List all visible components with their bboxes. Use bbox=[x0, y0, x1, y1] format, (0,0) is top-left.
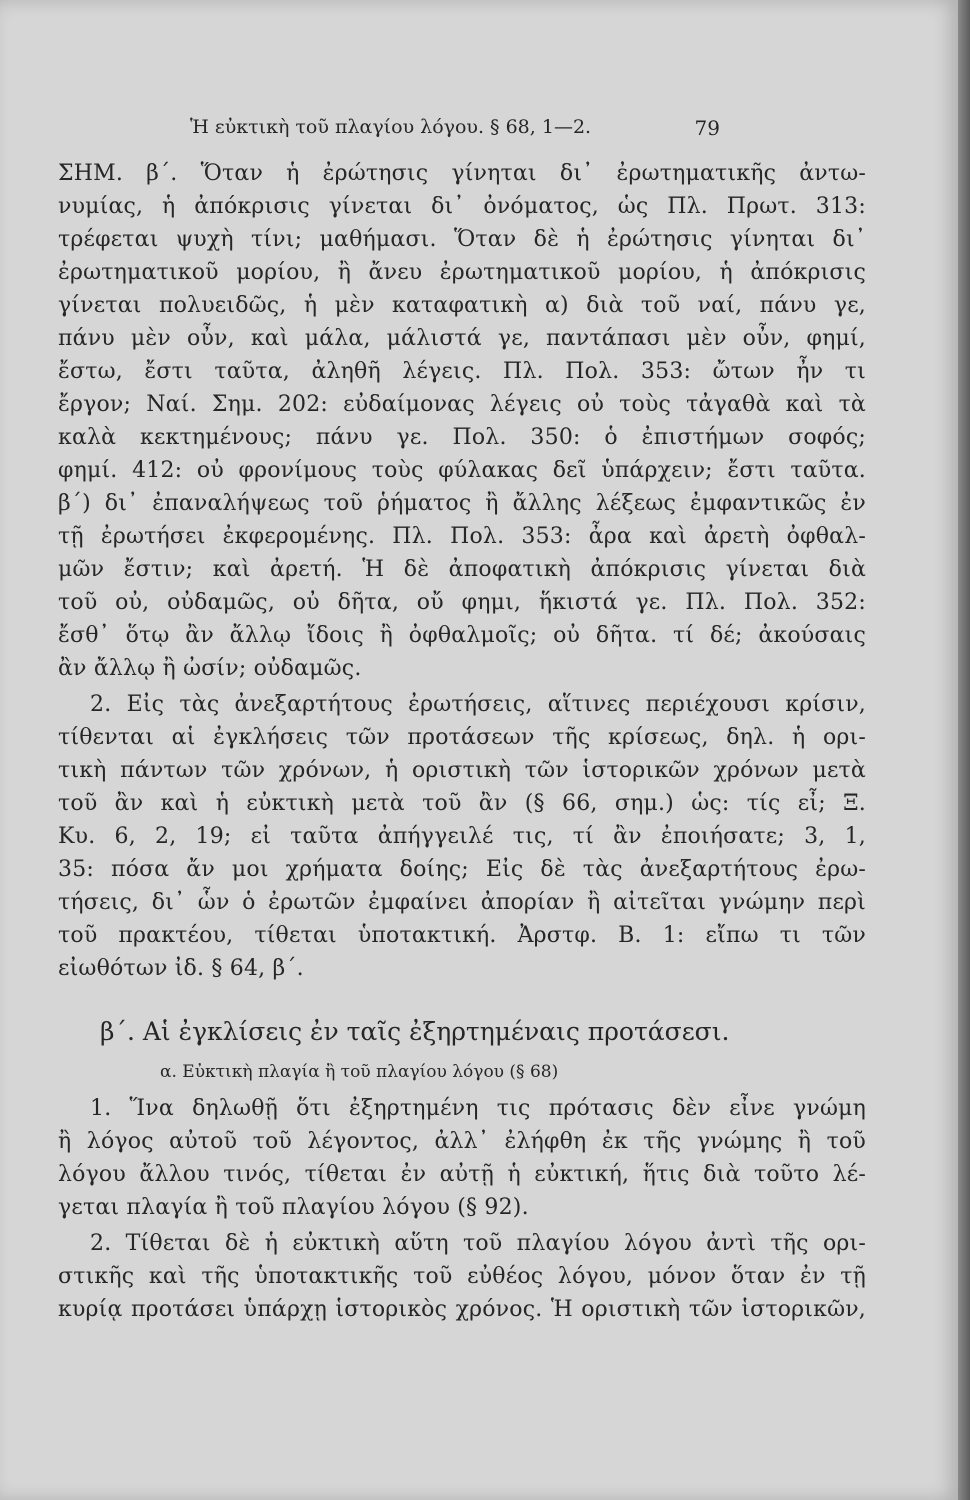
text-line: τρέφεται ψυχὴ τίνι; μαθήμασι. Ὅταν δὲ ἡ ἐρώτησις γίνηται δι᾽ bbox=[58, 227, 866, 252]
text-line: τοῦ οὐ, οὐδαμῶς, οὐ δῆτα, οὔ φημι, ἥκιστά γε. Πλ. Πολ. 352: bbox=[58, 590, 866, 615]
text-line: τῇ ἐρωτήσει ἐκφερομένης. Πλ. Πολ. 353: ἆρα καὶ ἀρετὴ ὀφθαλ- bbox=[58, 524, 866, 549]
text-line: μῶν ἔστιν; καὶ ἀρετή. Ἡ δὲ ἀποφατικὴ ἀπόκρισις γίνεται διὰ bbox=[58, 557, 866, 582]
text-line: τοῦ πρακτέου, τίθεται ὑποτακτική. Ἀρστφ. Β. 1: εἴπω τι τῶν bbox=[58, 923, 866, 948]
text-line: 2. Εἰς τὰς ἀνεξαρτήτους ἐρωτήσεις, αἵτινες περιέχουσι κρίσιν, bbox=[90, 692, 866, 717]
text-line: ἢ λόγος αὐτοῦ τοῦ λέγοντος, ἀλλ᾽ ἐλήφθη ἐκ τῆς γνώμης ἢ τοῦ bbox=[58, 1129, 866, 1154]
text-line: φημί. 412: οὐ φρονίμους τοὺς φύλακας δεῖ ὑπάρχειν; ἔστι ταῦτα. bbox=[58, 458, 866, 483]
text-line: ἔστω, ἔστι ταῦτα, ἀληθῆ λέγεις. Πλ. Πολ. 353: ὤτων ἦν τι bbox=[58, 359, 866, 384]
text-line: ἂν ἄλλῳ ἢ ὠσίν; οὐδαμῶς. bbox=[58, 656, 362, 681]
text-line: ἐρωτηματικοῦ μορίου, ἢ ἄνευ ἐρωτηματικοῦ μορίου, ἡ ἀπόκρισις bbox=[58, 260, 866, 285]
text-line: ἔργον; Ναί. Σημ. 202: εὐδαίμονας λέγεις οὐ τοὺς τἀγαθὰ καὶ τὰ bbox=[58, 392, 866, 417]
text-line: τικὴ πάντων τῶν χρόνων, ἡ οριστικὴ τῶν ἱστορικῶν χρόνων μετὰ bbox=[58, 758, 866, 783]
text-line: καλὰ κεκτημένους; πάνυ γε. Πολ. 350: ὁ ἐπιστήμων σοφός; bbox=[58, 425, 866, 450]
page-edge bbox=[958, 0, 970, 1500]
subsection-title: α. Εὐκτικὴ πλαγία ἢ τοῦ πλαγίου λόγου (§ 68) bbox=[160, 1062, 559, 1082]
text-line: νυμίας, ἡ ἀπόκρισις γίνεται δι᾽ ὀνόματος, ὡς Πλ. Πρωτ. 313: bbox=[58, 194, 866, 219]
text-line: β΄) δι᾽ ἐπαναλήψεως τοῦ ῥήματος ἢ ἄλλης λέξεως ἐμφαντικῶς ἐν bbox=[58, 491, 866, 516]
text-line: στικῆς καὶ τῆς ὑποτακτικῆς τοῦ εὐθέος λόγου, μόνον ὅταν ἐν τῇ bbox=[58, 1264, 866, 1289]
text-line: τοῦ ἂν καὶ ἡ εὐκτικὴ μετὰ τοῦ ἂν (§ 66, σημ.) ὡς: τίς εἶ; Ξ. bbox=[58, 791, 866, 816]
text-line: 1. Ἵνα δηλωθῇ ὅτι ἐξηρτημένη τις πρότασις δὲν εἶνε γνώμη bbox=[90, 1096, 866, 1121]
text-line: τήσεις, δι᾽ ὧν ὁ ἐρωτῶν ἐμφαίνει ἀπορίαν ἢ αἰτεῖται γνώμην περὶ bbox=[58, 890, 866, 915]
text-line: 35: πόσα ἄν μοι χρήματα δοίης; Εἰς δὲ τὰς ἀνεξαρτήτους ἐρω- bbox=[58, 857, 866, 882]
text-line: ΣΗΜ. β΄. Ὅταν ἡ ἐρώτησις γίνηται δι᾽ ἐρωτηματικῆς ἀντω- bbox=[58, 161, 866, 186]
text-line: τίθενται αἱ ἐγκλήσεις τῶν προτάσεων τῆς κρίσεως, δηλ. ἡ ορι- bbox=[58, 725, 866, 750]
text-line: 2. Τίθεται δὲ ἡ εὐκτικὴ αὕτη τοῦ πλαγίου λόγου ἀντὶ τῆς ορι- bbox=[90, 1231, 866, 1256]
text-line: κυρίᾳ προτάσει ὑπάρχῃ ἱστορικὸς χρόνος. Ἡ οριστικὴ τῶν ἱστορικῶν, bbox=[58, 1297, 866, 1322]
running-header: Ἡ εὐκτικὴ τοῦ πλαγίου λόγου. § 68, 1—2. bbox=[190, 116, 592, 138]
text-line: γεται πλαγία ἢ τοῦ πλαγίου λόγου (§ 92). bbox=[58, 1195, 529, 1220]
section-title: β΄. Αἱ ἐγκλίσεις ἐν ταῖς ἐξηρτημέναις προτάσεσι. bbox=[100, 1017, 730, 1046]
text-line: γίνεται πολυειδῶς, ἡ μὲν καταφατικὴ α) διὰ τοῦ ναί, πάνυ γε, bbox=[58, 293, 866, 318]
text-line: ἔσθ᾽ ὅτῳ ἂν ἄλλῳ ἴδοις ἢ ὀφθαλμοῖς; οὐ δῆτα. τί δέ; ἀκούσαις bbox=[58, 623, 866, 648]
text-line: λόγου ἄλλου τινός, τίθεται ἐν αὐτῇ ἡ εὐκτική, ἥτις διὰ τοῦτο λέ- bbox=[58, 1162, 866, 1187]
text-line: πάνυ μὲν οὖν, καὶ μάλα, μάλιστά γε, παντάπασι μὲν οὖν, φημί, bbox=[58, 326, 866, 351]
page-number: 79 bbox=[694, 116, 720, 140]
text-line: εἰωθότων ἰδ. § 64, β΄. bbox=[58, 956, 304, 981]
text-line: Κυ. 6, 2, 19; εἰ ταῦτα ἀπήγγειλέ τις, τί ἂν ἐποιήσατε; 3, 1, bbox=[58, 824, 866, 849]
